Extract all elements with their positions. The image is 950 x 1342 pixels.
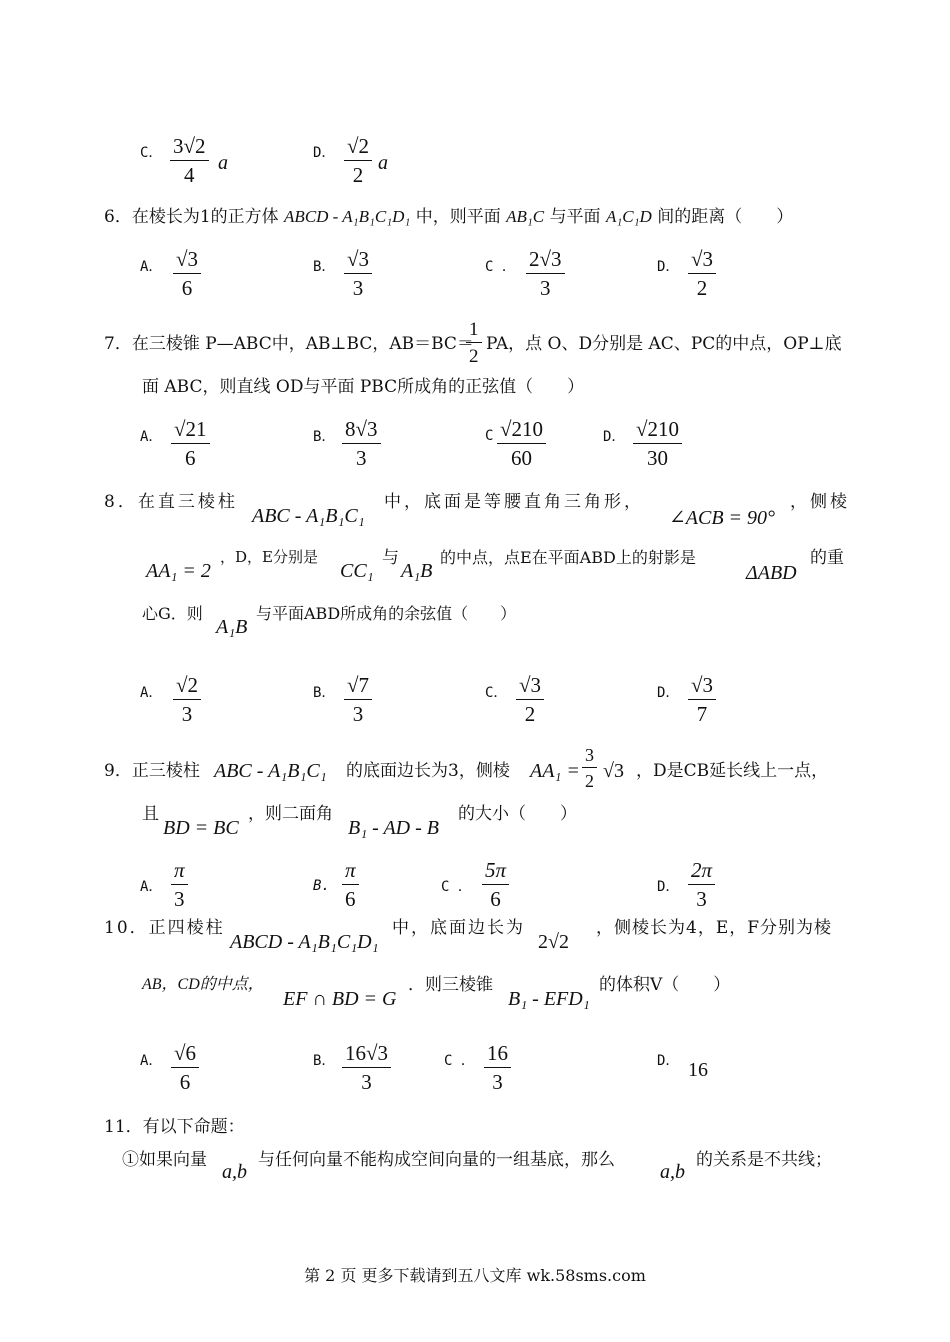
q6-a-fraction <box>173 249 201 299</box>
denominator: 6 <box>345 887 356 911</box>
q9-option-a <box>140 876 162 896</box>
q6-c-fraction <box>526 249 565 299</box>
q9-option-d <box>657 876 679 896</box>
denominator: 3 <box>696 887 707 911</box>
q6-text-4: 间的距离（ ） <box>657 207 794 227</box>
option-label: A． <box>140 429 163 445</box>
q7-option-c <box>485 426 493 444</box>
q7-option-a <box>140 426 162 446</box>
numerator: √21 <box>171 419 210 444</box>
q11-vec-1: a,b <box>222 1161 247 1183</box>
option-label: A． <box>140 1053 163 1069</box>
numerator: 16√3 <box>342 1043 391 1068</box>
q8-l2-math-4: ΔABD <box>746 562 797 584</box>
denominator: 3 <box>181 702 193 726</box>
q8-b-fraction <box>344 675 372 725</box>
q7-d-fraction <box>633 419 682 469</box>
q7-a-fraction <box>171 419 210 469</box>
denominator: 2 <box>352 163 364 187</box>
option-label: B． <box>313 685 336 701</box>
q7-stem-line2 <box>142 379 584 396</box>
numerator: 1 <box>466 320 482 343</box>
numerator: √3 <box>688 675 716 700</box>
numerator: 2π <box>688 860 715 885</box>
q8-l2-math-1: AA₁ = 2 <box>146 560 211 582</box>
q9-d-fraction <box>688 860 715 910</box>
numerator: √3 <box>344 249 372 274</box>
numerator: √210 <box>497 419 546 444</box>
q6-text-1: 6．在棱长为1的正方体 <box>104 207 279 227</box>
numerator: √2 <box>344 136 372 161</box>
q10-a-fraction <box>171 1043 199 1093</box>
q10-l1-text-b: 中，底面边长为 <box>392 918 525 938</box>
option-label: A． <box>140 685 163 701</box>
q11-vec-2: a,b <box>660 1161 685 1183</box>
option-label: B． <box>313 259 336 275</box>
option-label: C ． <box>444 1053 475 1069</box>
q11-item1-c: 的关系是不共线； <box>696 1150 832 1170</box>
q9-l1-math-2: AA₁ = <box>530 760 580 782</box>
q7-stem-line1b <box>486 336 842 353</box>
option-label: D． <box>657 259 680 275</box>
q10-l1-text-c: ，侧棱长为4，E，F分别为棱 <box>596 918 833 938</box>
q9-l1-math: ABC - A₁B₁C₁ <box>214 760 327 782</box>
q10-option-c <box>444 1050 475 1070</box>
denominator: 2 <box>696 276 708 300</box>
numerator: 8√3 <box>342 419 381 444</box>
q9-l2-text-b: ，则二面角 <box>248 804 333 824</box>
option-label: C ． <box>485 259 516 275</box>
numerator: √210 <box>633 419 682 444</box>
q10-l1-math: ABCD - A₁B₁C₁D₁ <box>230 931 379 953</box>
q8-option-c <box>485 682 507 702</box>
q7-text-2: 面 ABC，则直线 OD与平面 PBC所成角的正弦值（ ） <box>142 377 585 397</box>
q8-l2-text-b: 与 <box>382 548 399 568</box>
q8-a-fraction <box>173 675 201 725</box>
denominator: 3 <box>540 276 551 300</box>
numerator: 5π <box>482 860 509 885</box>
q8-text-1c: ，侧棱 <box>790 492 850 512</box>
numerator: √3 <box>688 249 716 274</box>
denominator: 3 <box>174 887 185 911</box>
q8-l1-text-c <box>790 494 850 511</box>
q10-l2-math: EF ∩ BD = G <box>283 988 397 1010</box>
q11-item1-a: ①如果向量 <box>122 1150 207 1170</box>
denominator: 3 <box>352 702 364 726</box>
q6-b-fraction <box>344 249 372 299</box>
q11-title: 11．有以下命题： <box>104 1117 245 1137</box>
denominator: 2 <box>469 346 479 367</box>
q6-option-c <box>485 256 516 276</box>
q10-option-a <box>140 1050 162 1070</box>
q8-option-d <box>657 682 679 702</box>
q10-l2-text-b: ．则三棱锥 <box>408 975 493 995</box>
numerator: π <box>342 860 359 885</box>
numerator: 16 <box>484 1043 511 1068</box>
q5-d-fraction <box>344 136 372 186</box>
q7-c-fraction <box>497 419 546 469</box>
q6-math-3: A₁C₁D <box>605 207 652 226</box>
q5-option-c <box>140 142 162 162</box>
q9-frac <box>582 746 597 790</box>
q7-b-fraction <box>342 419 381 469</box>
q8-l1-text-b <box>384 494 644 511</box>
q9-l2-math: BD = BC <box>163 817 239 839</box>
q6-option-a <box>140 256 162 276</box>
numerator: 3 <box>582 746 597 768</box>
q8-l2-text-d: 的重 <box>810 548 844 568</box>
q8-text-1a: 8．在直三棱柱 <box>104 492 238 512</box>
q7-option-d <box>603 426 625 446</box>
q9-l1-text-a: 9．正三棱柱 <box>104 761 200 781</box>
denominator: 6 <box>185 446 196 470</box>
q11-item1-b: 与任何向量不能构成空间向量的一组基底，那么 <box>258 1150 615 1170</box>
q9-l2-math-2: B₁ - AD - B <box>348 817 440 839</box>
q9-b-fraction <box>342 860 359 910</box>
q10-l2-math-2: B₁ - EFD₁ <box>508 988 590 1010</box>
q6-d-fraction <box>688 249 716 299</box>
q9-option-b <box>313 876 330 894</box>
option-label: B． <box>313 1053 336 1069</box>
option-label: A． <box>140 879 163 895</box>
q5-c-fraction <box>170 136 209 186</box>
q8-option-a <box>140 682 162 702</box>
option-label: C ． <box>441 879 472 895</box>
option-label: D． <box>657 879 680 895</box>
q6-math-1: ABCD - A₁B₁C₁D₁ <box>284 207 411 226</box>
q9-l1-math-3: √3 <box>603 760 624 782</box>
q8-l3-text-a: 心G．则 <box>142 604 203 623</box>
q8-l3-text-b: 与平面ABD所成角的余弦值（ ） <box>256 604 517 623</box>
denominator: 4 <box>184 163 195 187</box>
q7-half-fraction <box>466 320 482 366</box>
q9-c-fraction <box>482 860 509 910</box>
option-label: A． <box>140 259 163 275</box>
option-label: C． <box>140 145 163 161</box>
q6-text-2: 中，则平面 <box>415 207 501 227</box>
q8-l2-text-c: 的中点，点E在平面ABD上的射影是 <box>440 548 696 567</box>
q7-text-1b: PA，点 O、D分别是 AC、PC的中点，OP⊥底 <box>486 334 842 354</box>
q7-text-1a: 7．在三棱锥 P—ABC中，AB⊥BC，AB＝BC＝ <box>104 334 474 354</box>
option-label: C． <box>485 685 508 701</box>
q8-text-1b: 中，底面是等腰直角三角形， <box>384 492 644 512</box>
q9-a-fraction <box>171 860 188 910</box>
q8-l2-math-3: A₁B <box>401 560 433 582</box>
q8-l2-math-2: CC₁ <box>340 560 374 582</box>
denominator: 60 <box>511 446 533 470</box>
option-label: D． <box>603 429 626 445</box>
option-label: B. <box>313 878 330 894</box>
q6-option-b <box>313 256 335 276</box>
q9-l2-text-c: 的大小（ ） <box>458 804 577 824</box>
q8-l1-text <box>104 494 238 511</box>
numerator: √7 <box>344 675 372 700</box>
q9-l1-text-b: 的底面边长为3，侧棱 <box>346 761 510 781</box>
denominator: 3 <box>352 276 364 300</box>
denominator: 6 <box>179 1070 191 1094</box>
q10-c-fraction <box>484 1043 511 1093</box>
option-label: D． <box>657 1053 680 1069</box>
option-label: B． <box>313 429 336 445</box>
q7-option-b <box>313 426 335 446</box>
numerator: 3√2 <box>170 136 209 161</box>
q9-l2-text-a: 且 <box>142 804 159 824</box>
denominator: 30 <box>647 446 669 470</box>
denominator: 3 <box>492 1070 503 1094</box>
denominator: 3 <box>361 1070 372 1094</box>
option-label: D． <box>657 685 680 701</box>
q8-l1-math-2: ∠ACB = 90° <box>669 507 776 529</box>
q5-d-suffix: a <box>378 152 388 174</box>
q8-l3-math: A₁B <box>216 616 248 638</box>
q8-l1-math: ABC - A₁B₁C₁ <box>252 505 365 527</box>
q7-stem-line1 <box>104 336 474 353</box>
denominator: 7 <box>696 702 708 726</box>
numerator: π <box>171 860 188 885</box>
denominator: 6 <box>181 276 193 300</box>
q10-b-fraction <box>342 1043 391 1093</box>
option-label: C <box>485 428 494 444</box>
denominator: 6 <box>490 887 501 911</box>
numerator: √6 <box>171 1043 199 1068</box>
q9-l1-text-c: ，D是CB延长线上一点， <box>636 761 829 781</box>
numerator: 2√3 <box>526 249 565 274</box>
q6-math-2: AB₁C <box>506 207 545 226</box>
q6-text-3: 与平面 <box>549 207 601 227</box>
option-label: D． <box>313 145 336 161</box>
q10-option-d <box>657 1050 679 1070</box>
q9-option-c <box>441 876 472 896</box>
page-footer: 第 2 页 更多下载请到五八文库 wk.58sms.com <box>304 1266 646 1285</box>
numerator: √2 <box>173 675 201 700</box>
q10-l2-text-a: AB，CD的中点， <box>142 976 264 993</box>
q10-l1-text-a: 10．正四棱柱 <box>104 918 225 938</box>
q10-d-value: 16 <box>688 1059 708 1081</box>
numerator: √3 <box>173 249 201 274</box>
denominator: 3 <box>356 446 367 470</box>
q10-l2-text-c: 的体积V（ ） <box>599 975 731 995</box>
q10-l1-math-2: 2√2 <box>538 931 569 953</box>
q10-option-b <box>313 1050 335 1070</box>
q6-option-d <box>657 256 679 276</box>
q8-d-fraction <box>688 675 716 725</box>
q8-l2-text-a: ，D，E分别是 <box>220 548 318 566</box>
q8-option-b <box>313 682 335 702</box>
q5-c-suffix: a <box>218 152 228 174</box>
q5-option-d <box>313 142 335 162</box>
denominator: 2 <box>524 702 536 726</box>
q6-stem <box>104 208 793 226</box>
denominator: 2 <box>585 771 594 791</box>
numerator: √3 <box>516 675 544 700</box>
q8-c-fraction <box>516 675 544 725</box>
